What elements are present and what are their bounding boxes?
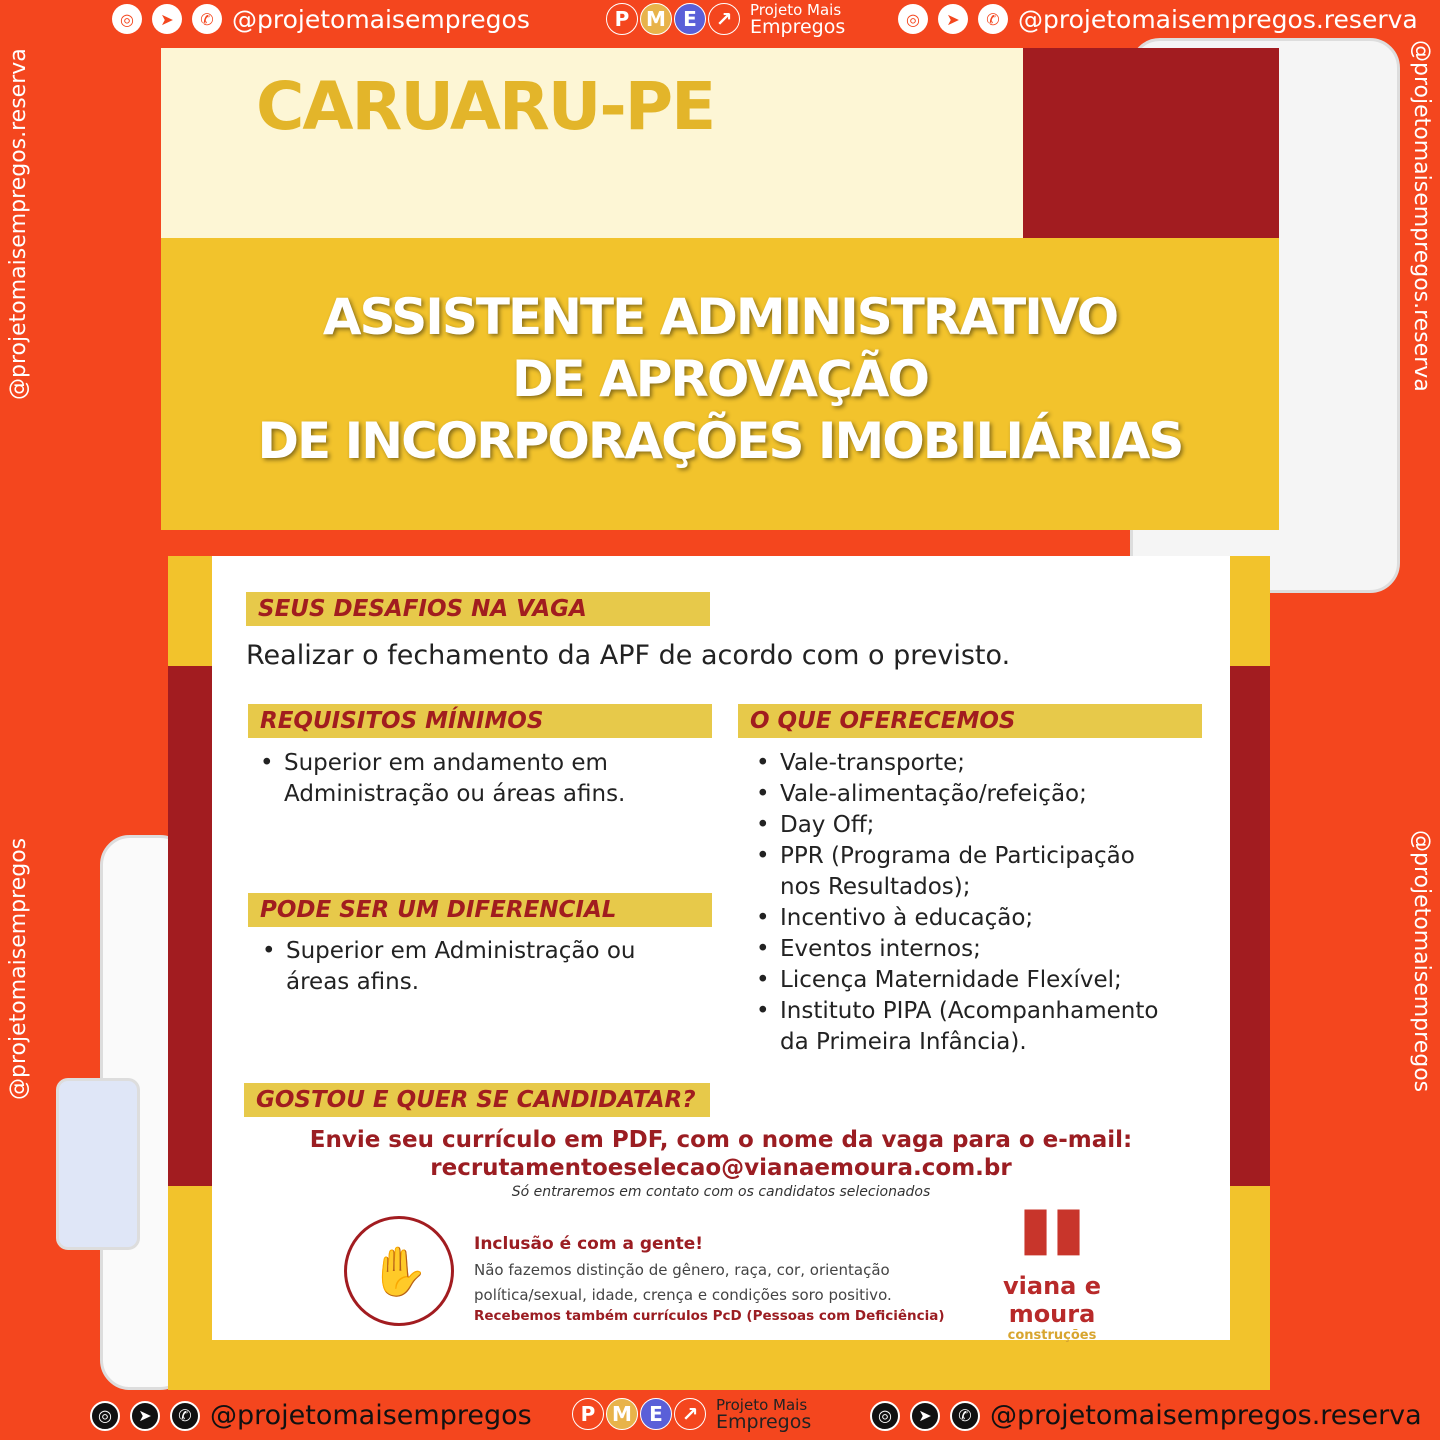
instagram-icon: ◎ — [898, 4, 928, 34]
differential-list — [262, 936, 682, 998]
list-item: • Superior em andamento em Administração ou áreas afins. — [260, 748, 640, 810]
whatsapp-icon: ✆ — [170, 1401, 200, 1431]
list-item: • Superior em Administração ou áreas afins. — [262, 936, 682, 998]
section-heading-apply: GOSTOU E QUER SE CANDIDATAR? — [244, 1083, 710, 1117]
section-heading-differential: PODE SER UM DIFERENCIAL — [248, 893, 712, 927]
offers-list — [756, 748, 1176, 1058]
logo-letter: P — [606, 3, 638, 35]
arrow-icon: ↗ — [708, 3, 740, 35]
logo-letter: M — [640, 3, 672, 35]
title-line: ASSISTENTE ADMINISTRATIVO — [322, 288, 1118, 346]
telegram-icon: ➤ — [152, 4, 182, 34]
brand-logo — [606, 2, 845, 36]
brand-logo-bottom — [572, 1397, 811, 1431]
apply-line: Envie seu currículo em PDF, com o nome da vaga para o e-mail: — [309, 1127, 1133, 1153]
section-heading-offers: O QUE OFERECEMOS — [738, 704, 1202, 738]
job-details-card — [168, 556, 1270, 1390]
instagram-icon: ◎ — [870, 1401, 900, 1431]
instagram-icon: ◎ — [112, 4, 142, 34]
city-label: CARUARU-PE — [256, 68, 715, 145]
challenges-text: Realizar o fechamento da APF de acordo com o previsto. — [246, 640, 1011, 671]
arrow-icon: ↗ — [674, 1398, 706, 1430]
email-link[interactable]: recrutamentoeselecao@vianaemoura.com.br — [430, 1155, 1012, 1181]
inclusion-text: Não fazemos distinção de gênero, raça, cor, orientação política/sexual, idade, crença e condições soro positivo. — [474, 1261, 892, 1304]
whatsapp-icon: ✆ — [192, 4, 222, 34]
list-item: • Licença Maternidade Flexível; — [756, 965, 1176, 996]
section-heading-requirements: REQUISITOS MÍNIMOS — [248, 704, 712, 738]
handle-text: @projetomaisempregos.reserva — [990, 1400, 1422, 1431]
list-item: • Vale-alimentação/refeição; — [756, 779, 1176, 810]
company-name: viana e moura — [1003, 1272, 1101, 1328]
company-sub: construções — [1007, 1328, 1097, 1343]
list-item: • Day Off; — [756, 810, 1176, 841]
whatsapp-icon: ✆ — [950, 1401, 980, 1431]
list-item: • Vale-transporte; — [756, 748, 1176, 779]
side-handle: @projetomaisempregos — [6, 837, 31, 1100]
logo-letter: P — [572, 1398, 604, 1430]
apply-note: Só entraremos em contato com os candidatos selecionados — [511, 1184, 931, 1200]
title-line: DE INCORPORAÇÕES IMOBILIÁRIAS — [257, 412, 1183, 470]
requirements-list — [260, 748, 640, 810]
red-side-left — [168, 666, 212, 1186]
red-block — [1023, 48, 1279, 238]
title-line: DE APROVAÇÃO — [512, 350, 928, 408]
handle-text: @projetomaisempregos — [232, 4, 530, 34]
telegram-icon: ➤ — [938, 4, 968, 34]
top-left-handle — [112, 4, 530, 34]
inclusion-block — [474, 1234, 954, 1324]
list-item: • Instituto PIPA (Acompanhamento da Primeira Infância). — [756, 996, 1176, 1058]
telegram-icon: ➤ — [130, 1401, 160, 1431]
job-title — [161, 286, 1279, 472]
telegram-icon: ➤ — [910, 1401, 940, 1431]
brand-line1: Projeto Mais — [716, 1396, 808, 1414]
brand-line1: Projeto Mais — [750, 1, 842, 19]
list-item: • Eventos internos; — [756, 934, 1176, 965]
logo-letter: M — [606, 1398, 638, 1430]
red-side-right — [1226, 666, 1270, 1186]
company-logo — [962, 1184, 1142, 1343]
inclusion-pcd: Recebemos também currículos PcD (Pessoas com Deficiência) — [474, 1308, 945, 1324]
brand-line2: Empregos — [750, 16, 846, 38]
handle-text: @projetomaisempregos — [210, 1400, 532, 1431]
instagram-icon: ◎ — [90, 1401, 120, 1431]
job-poster-header — [161, 48, 1279, 530]
side-handle: @projetomaisempregos — [1409, 830, 1434, 1093]
card-content — [212, 556, 1230, 1343]
whatsapp-icon: ✆ — [978, 4, 1008, 34]
brand-line2: Empregos — [716, 1411, 812, 1433]
top-right-handle — [898, 4, 1418, 34]
buildings-logo-icon: ▮▮ — [1018, 1193, 1086, 1263]
logo-letter: E — [640, 1398, 672, 1430]
side-handle: @projetomaisempregos.reserva — [6, 48, 31, 400]
list-item: • Incentivo à educação; — [756, 903, 1176, 934]
hand-held-phone — [56, 1078, 140, 1250]
inclusion-title: Inclusão é com a gente! — [474, 1234, 704, 1254]
hands-inclusion-icon: ✋ — [344, 1216, 454, 1326]
list-item: • PPR (Programa de Participação nos Resultados); — [756, 841, 1176, 903]
logo-letter: E — [674, 3, 706, 35]
bottom-left-handle — [90, 1400, 532, 1431]
section-heading-challenges: SEUS DESAFIOS NA VAGA — [246, 592, 710, 626]
side-handle: @projetomaisempregos.reserva — [1409, 40, 1434, 392]
handle-text: @projetomaisempregos.reserva — [1018, 4, 1418, 34]
bottom-right-handle — [870, 1400, 1422, 1431]
